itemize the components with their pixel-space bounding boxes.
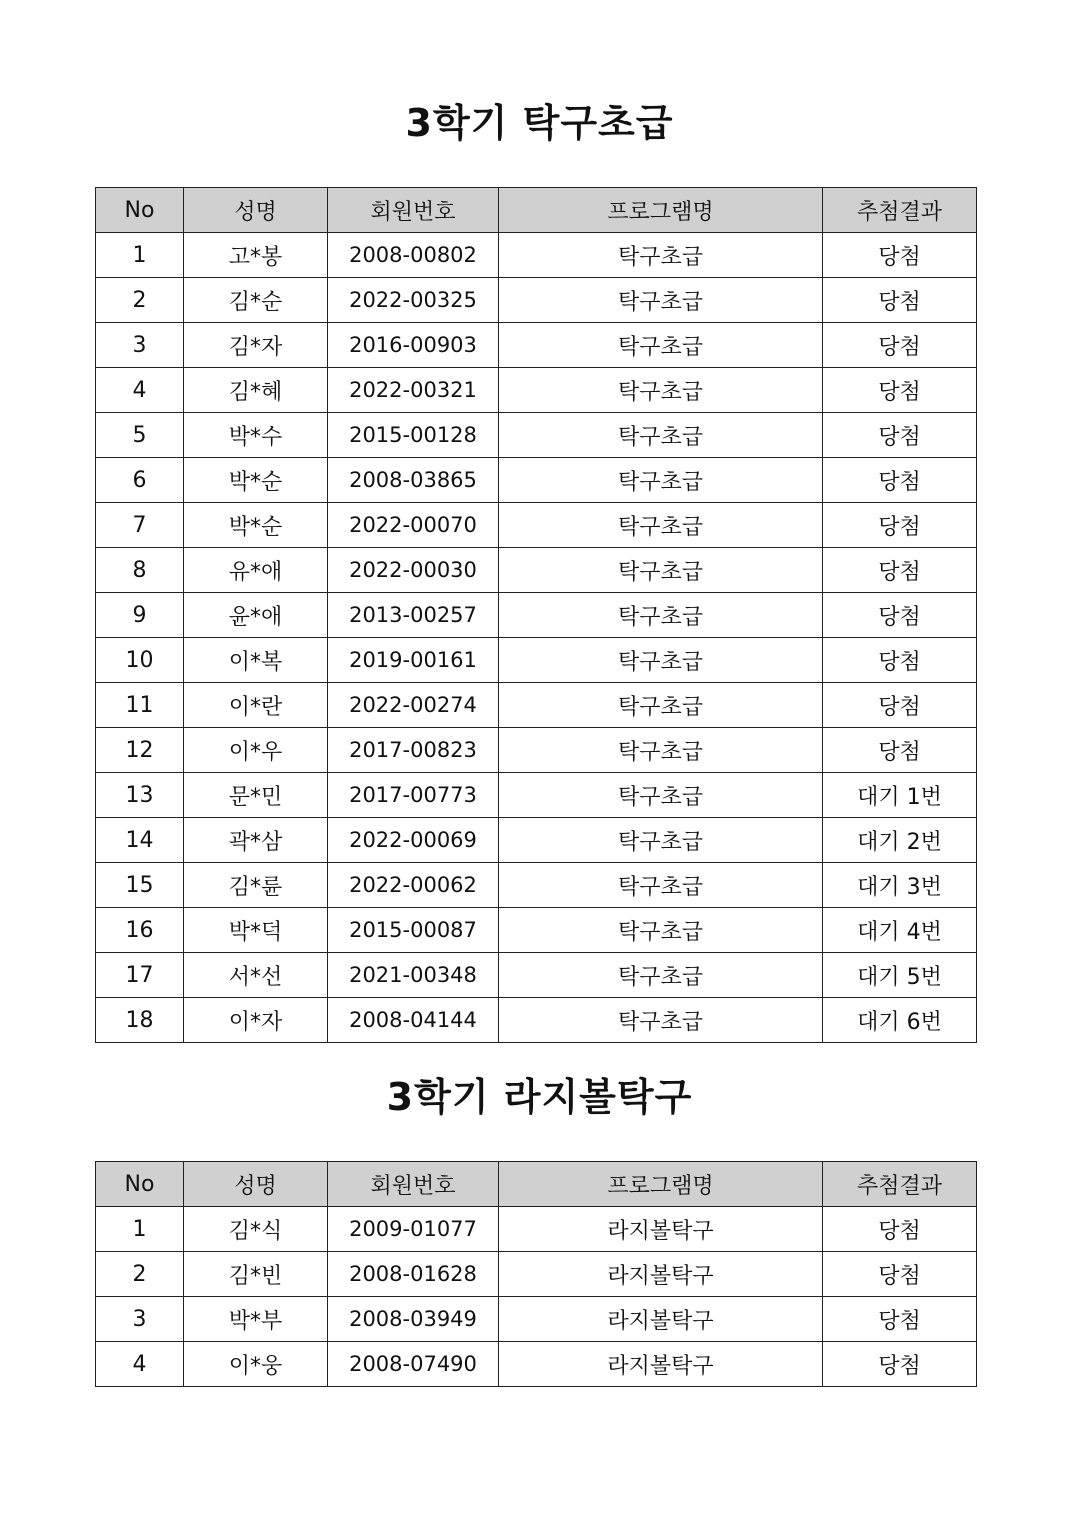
cell-name: 이*우 bbox=[184, 728, 328, 773]
cell-lottery-result: 대기 2번 bbox=[823, 818, 977, 863]
cell-name: 유*애 bbox=[184, 548, 328, 593]
cell-lottery-result: 당첨 bbox=[823, 638, 977, 683]
table-body bbox=[96, 1207, 977, 1387]
cell-member-number: 2021-00348 bbox=[328, 953, 499, 998]
cell-member-number: 2016-00903 bbox=[328, 323, 499, 368]
table-row bbox=[96, 413, 977, 458]
cell-no: 4 bbox=[96, 368, 184, 413]
table-row bbox=[96, 548, 977, 593]
table-row bbox=[96, 503, 977, 548]
cell-member-number: 2013-00257 bbox=[328, 593, 499, 638]
cell-no: 14 bbox=[96, 818, 184, 863]
cell-name: 고*봉 bbox=[184, 233, 328, 278]
cell-name: 곽*삼 bbox=[184, 818, 328, 863]
cell-lottery-result: 당첨 bbox=[823, 278, 977, 323]
cell-name: 문*민 bbox=[184, 773, 328, 818]
cell-member-number: 2019-00161 bbox=[328, 638, 499, 683]
table-row bbox=[96, 818, 977, 863]
cell-program-name: 탁구초급 bbox=[499, 593, 823, 638]
cell-no: 15 bbox=[96, 863, 184, 908]
section-title-table-tennis-beginner: 3학기 탁구초급 bbox=[405, 101, 674, 145]
header-name: 성명 bbox=[184, 188, 328, 233]
cell-program-name: 탁구초급 bbox=[499, 458, 823, 503]
cell-program-name: 라지볼탁구 bbox=[499, 1297, 823, 1342]
cell-no: 4 bbox=[96, 1342, 184, 1387]
cell-lottery-result: 당첨 bbox=[823, 503, 977, 548]
cell-member-number: 2008-03865 bbox=[328, 458, 499, 503]
cell-member-number: 2008-00802 bbox=[328, 233, 499, 278]
cell-program-name: 탁구초급 bbox=[499, 638, 823, 683]
table-row bbox=[96, 323, 977, 368]
cell-name: 이*웅 bbox=[184, 1342, 328, 1387]
cell-lottery-result: 당첨 bbox=[823, 323, 977, 368]
cell-name: 박*덕 bbox=[184, 908, 328, 953]
cell-program-name: 라지볼탁구 bbox=[499, 1207, 823, 1252]
cell-lottery-result: 대기 3번 bbox=[823, 863, 977, 908]
cell-lottery-result: 당첨 bbox=[823, 683, 977, 728]
cell-no: 12 bbox=[96, 728, 184, 773]
cell-no: 18 bbox=[96, 998, 184, 1043]
cell-member-number: 2022-00325 bbox=[328, 278, 499, 323]
cell-member-number: 2022-00062 bbox=[328, 863, 499, 908]
cell-name: 박*순 bbox=[184, 458, 328, 503]
table-row bbox=[96, 773, 977, 818]
cell-name: 박*부 bbox=[184, 1297, 328, 1342]
cell-no: 11 bbox=[96, 683, 184, 728]
cell-program-name: 탁구초급 bbox=[499, 278, 823, 323]
header-lottery-result: 추첨결과 bbox=[823, 188, 977, 233]
cell-program-name: 탁구초급 bbox=[499, 908, 823, 953]
table-row bbox=[96, 1297, 977, 1342]
cell-no: 8 bbox=[96, 548, 184, 593]
cell-member-number: 2022-00321 bbox=[328, 368, 499, 413]
table-row bbox=[96, 953, 977, 998]
cell-member-number: 2008-01628 bbox=[328, 1252, 499, 1297]
cell-member-number: 2022-00030 bbox=[328, 548, 499, 593]
header-name: 성명 bbox=[184, 1162, 328, 1207]
table-row bbox=[96, 638, 977, 683]
cell-member-number: 2015-00128 bbox=[328, 413, 499, 458]
cell-lottery-result: 당첨 bbox=[823, 458, 977, 503]
cell-lottery-result: 대기 4번 bbox=[823, 908, 977, 953]
cell-no: 3 bbox=[96, 323, 184, 368]
cell-lottery-result: 당첨 bbox=[823, 1207, 977, 1252]
table-row bbox=[96, 458, 977, 503]
lottery-results-table-beginner bbox=[95, 187, 977, 1043]
section-title-large-ball-table-tennis: 3학기 라지볼탁구 bbox=[386, 1075, 693, 1119]
lottery-results-table-large-ball bbox=[95, 1161, 977, 1387]
cell-no: 17 bbox=[96, 953, 184, 998]
cell-name: 김*순 bbox=[184, 278, 328, 323]
table-row bbox=[96, 998, 977, 1043]
cell-name: 김*혜 bbox=[184, 368, 328, 413]
cell-program-name: 탁구초급 bbox=[499, 953, 823, 998]
cell-no: 7 bbox=[96, 503, 184, 548]
table-row bbox=[96, 368, 977, 413]
cell-lottery-result: 당첨 bbox=[823, 548, 977, 593]
cell-name: 박*순 bbox=[184, 503, 328, 548]
cell-member-number: 2015-00087 bbox=[328, 908, 499, 953]
table-row bbox=[96, 278, 977, 323]
header-no: No bbox=[96, 188, 184, 233]
cell-no: 6 bbox=[96, 458, 184, 503]
header-program-name: 프로그램명 bbox=[499, 188, 823, 233]
table-row bbox=[96, 233, 977, 278]
cell-lottery-result: 당첨 bbox=[823, 413, 977, 458]
cell-name: 이*자 bbox=[184, 998, 328, 1043]
cell-lottery-result: 당첨 bbox=[823, 233, 977, 278]
cell-lottery-result: 당첨 bbox=[823, 1252, 977, 1297]
header-member-number: 회원번호 bbox=[328, 1162, 499, 1207]
table-header-row bbox=[96, 1162, 977, 1207]
header-program-name: 프로그램명 bbox=[499, 1162, 823, 1207]
cell-lottery-result: 당첨 bbox=[823, 1342, 977, 1387]
cell-name: 김*식 bbox=[184, 1207, 328, 1252]
cell-lottery-result: 당첨 bbox=[823, 1297, 977, 1342]
cell-lottery-result: 당첨 bbox=[823, 728, 977, 773]
cell-name: 김*륜 bbox=[184, 863, 328, 908]
cell-name: 김*자 bbox=[184, 323, 328, 368]
cell-member-number: 2022-00274 bbox=[328, 683, 499, 728]
table-row bbox=[96, 863, 977, 908]
table-body bbox=[96, 233, 977, 1043]
cell-lottery-result: 당첨 bbox=[823, 593, 977, 638]
cell-name: 김*빈 bbox=[184, 1252, 328, 1297]
cell-no: 1 bbox=[96, 1207, 184, 1252]
cell-lottery-result: 당첨 bbox=[823, 368, 977, 413]
cell-member-number: 2017-00773 bbox=[328, 773, 499, 818]
table-row bbox=[96, 728, 977, 773]
cell-member-number: 2008-03949 bbox=[328, 1297, 499, 1342]
cell-no: 3 bbox=[96, 1297, 184, 1342]
table-row bbox=[96, 593, 977, 638]
cell-program-name: 탁구초급 bbox=[499, 773, 823, 818]
cell-program-name: 탁구초급 bbox=[499, 233, 823, 278]
cell-no: 13 bbox=[96, 773, 184, 818]
cell-no: 2 bbox=[96, 278, 184, 323]
cell-no: 9 bbox=[96, 593, 184, 638]
cell-name: 이*란 bbox=[184, 683, 328, 728]
cell-name: 이*복 bbox=[184, 638, 328, 683]
cell-no: 16 bbox=[96, 908, 184, 953]
cell-program-name: 탁구초급 bbox=[499, 323, 823, 368]
table-row bbox=[96, 1252, 977, 1297]
header-lottery-result: 추첨결과 bbox=[823, 1162, 977, 1207]
cell-program-name: 탁구초급 bbox=[499, 998, 823, 1043]
table-row bbox=[96, 683, 977, 728]
header-member-number: 회원번호 bbox=[328, 188, 499, 233]
cell-member-number: 2008-07490 bbox=[328, 1342, 499, 1387]
cell-lottery-result: 대기 6번 bbox=[823, 998, 977, 1043]
cell-name: 박*수 bbox=[184, 413, 328, 458]
cell-member-number: 2009-01077 bbox=[328, 1207, 499, 1252]
cell-program-name: 라지볼탁구 bbox=[499, 1252, 823, 1297]
table-row bbox=[96, 1207, 977, 1252]
cell-name: 윤*애 bbox=[184, 593, 328, 638]
cell-member-number: 2008-04144 bbox=[328, 998, 499, 1043]
cell-no: 5 bbox=[96, 413, 184, 458]
cell-program-name: 탁구초급 bbox=[499, 548, 823, 593]
cell-program-name: 탁구초급 bbox=[499, 863, 823, 908]
cell-no: 2 bbox=[96, 1252, 184, 1297]
cell-program-name: 탁구초급 bbox=[499, 728, 823, 773]
cell-program-name: 탁구초급 bbox=[499, 683, 823, 728]
cell-program-name: 탁구초급 bbox=[499, 413, 823, 458]
cell-name: 서*선 bbox=[184, 953, 328, 998]
header-no: No bbox=[96, 1162, 184, 1207]
cell-no: 10 bbox=[96, 638, 184, 683]
cell-no: 1 bbox=[96, 233, 184, 278]
table-row bbox=[96, 1342, 977, 1387]
cell-member-number: 2022-00069 bbox=[328, 818, 499, 863]
table-row bbox=[96, 908, 977, 953]
cell-program-name: 탁구초급 bbox=[499, 503, 823, 548]
cell-program-name: 라지볼탁구 bbox=[499, 1342, 823, 1387]
cell-program-name: 탁구초급 bbox=[499, 368, 823, 413]
cell-lottery-result: 대기 1번 bbox=[823, 773, 977, 818]
table-header-row bbox=[96, 188, 977, 233]
cell-lottery-result: 대기 5번 bbox=[823, 953, 977, 998]
cell-member-number: 2017-00823 bbox=[328, 728, 499, 773]
cell-member-number: 2022-00070 bbox=[328, 503, 499, 548]
cell-program-name: 탁구초급 bbox=[499, 818, 823, 863]
